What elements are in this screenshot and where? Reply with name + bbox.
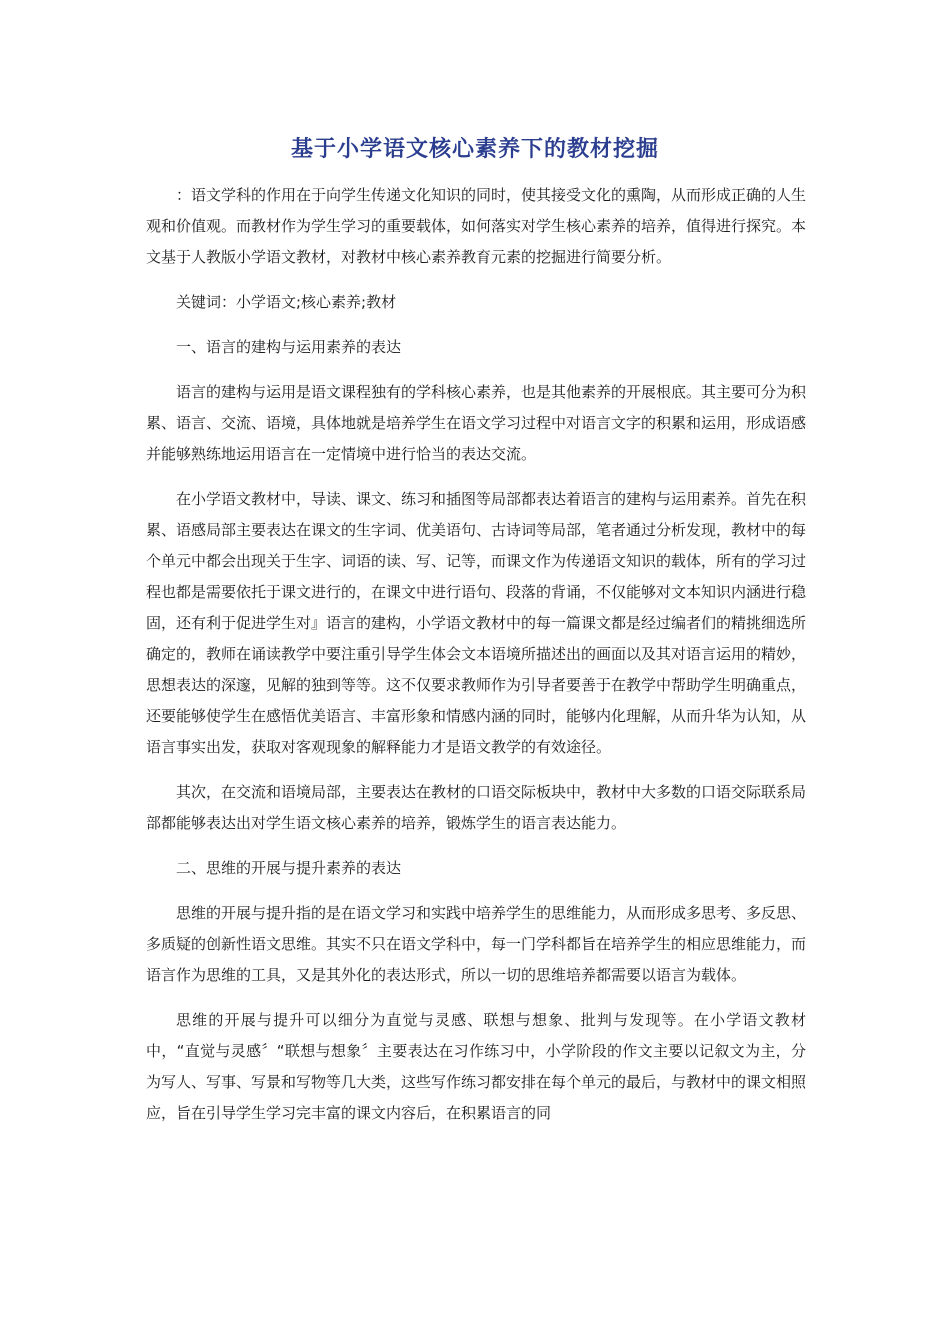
body-paragraph: 思维的开展与提升可以细分为直觉与灵感、联想与想象、批判与发现等。在小学语文教材中，“直觉与灵感〞“联想与想象〞主要表达在习作练习中，小学阶段的作文主要以记叙文为主，分为写人、写事、写景和写物等几大类，这些写作练习都安排在每个单元的最后，与教材中的课文相照应，旨在引导学生学习完丰富的课文内容后，在积累语言的同 <box>146 1011 807 1122</box>
abstract-paragraph: ：语文学科的作用在于向学生传递文化知识的同时，使其接受文化的熏陶，从而形成正确的人生观和价值观。而教材作为学生学习的重要载体，如何落实对学生核心素养的培养，值得进行探究。本文基于人教版小学语文教材，对教材中核心素养教育元素的挖掘进行简要分析。 <box>146 186 807 266</box>
keywords-line: 关键词：小学语文;核心素养;教材 <box>176 293 397 311</box>
document-body <box>146 180 806 1143</box>
body-paragraph: 其次，在交流和语境局部，主要表达在教材的口语交际板块中，教材中大多数的口语交际联系局部都能够表达出对学生语文核心素养的培养，锻炼学生的语言表达能力。 <box>146 783 807 832</box>
body-paragraph: 语言的建构与运用是语文课程独有的学科核心素养，也是其他素养的开展根底。其主要可分为积累、语言、交流、语境，具体地就是培养学生在语文学习过程中对语言文字的积累和运用，形成语感并能够熟练地运用语言在一定情境中进行恰当的表达交流。 <box>146 383 807 463</box>
section-heading-1: 一、语言的建构与运用素养的表达 <box>176 338 402 356</box>
document-title: 基于小学语文核心素养下的教材挖掘 <box>290 137 659 162</box>
section-heading-2: 二、思维的开展与提升素养的表达 <box>176 859 402 877</box>
body-paragraph: 在小学语文教材中，导读、课文、练习和插图等局部都表达着语言的建构与运用素养。首先在积累、语感局部主要表达在课文的生字词、优美语句、古诗词等局部，笔者通过分析发现，教材中的每个单元中都会出现关于生字、词语的读、写、记等，而课文作为传递语文知识的载体，所有的学习过程也都是需要依托于课文进行的，在课文中进行语句、段落的背诵，不仅能够对文本知识内涵进行稳固，还有利于促进学生对』语言的建构，小学语文教材中的每一篇课文都是经过编者们的精挑细选所确定的，教师在诵读教学中要注重引导学生体会文本语境所描述出的画面以及其对语言运用的精妙，思想表达的深邃，见解的独到等等。这不仅要求教师作为引导者要善于在教学中帮助学生明确重点，还要能够使学生在感悟优美语言、丰富形象和情感内涵的同时，能够内化理解，从而升华为认知，从语言事实出发，获取对客观现象的解释能力才是语文教学的有效途径。 <box>146 490 807 756</box>
body-paragraph: 思维的开展与提升指的是在语文学习和实践中培养学生的思维能力，从而形成多思考、多反思、多质疑的创新性语文思维。其实不只在语文学科中，每一门学科都旨在培养学生的相应思维能力，而语言作为思维的工具，又是其外化的表达形式，所以一切的思维培养都需要以语言为载体。 <box>146 904 807 984</box>
